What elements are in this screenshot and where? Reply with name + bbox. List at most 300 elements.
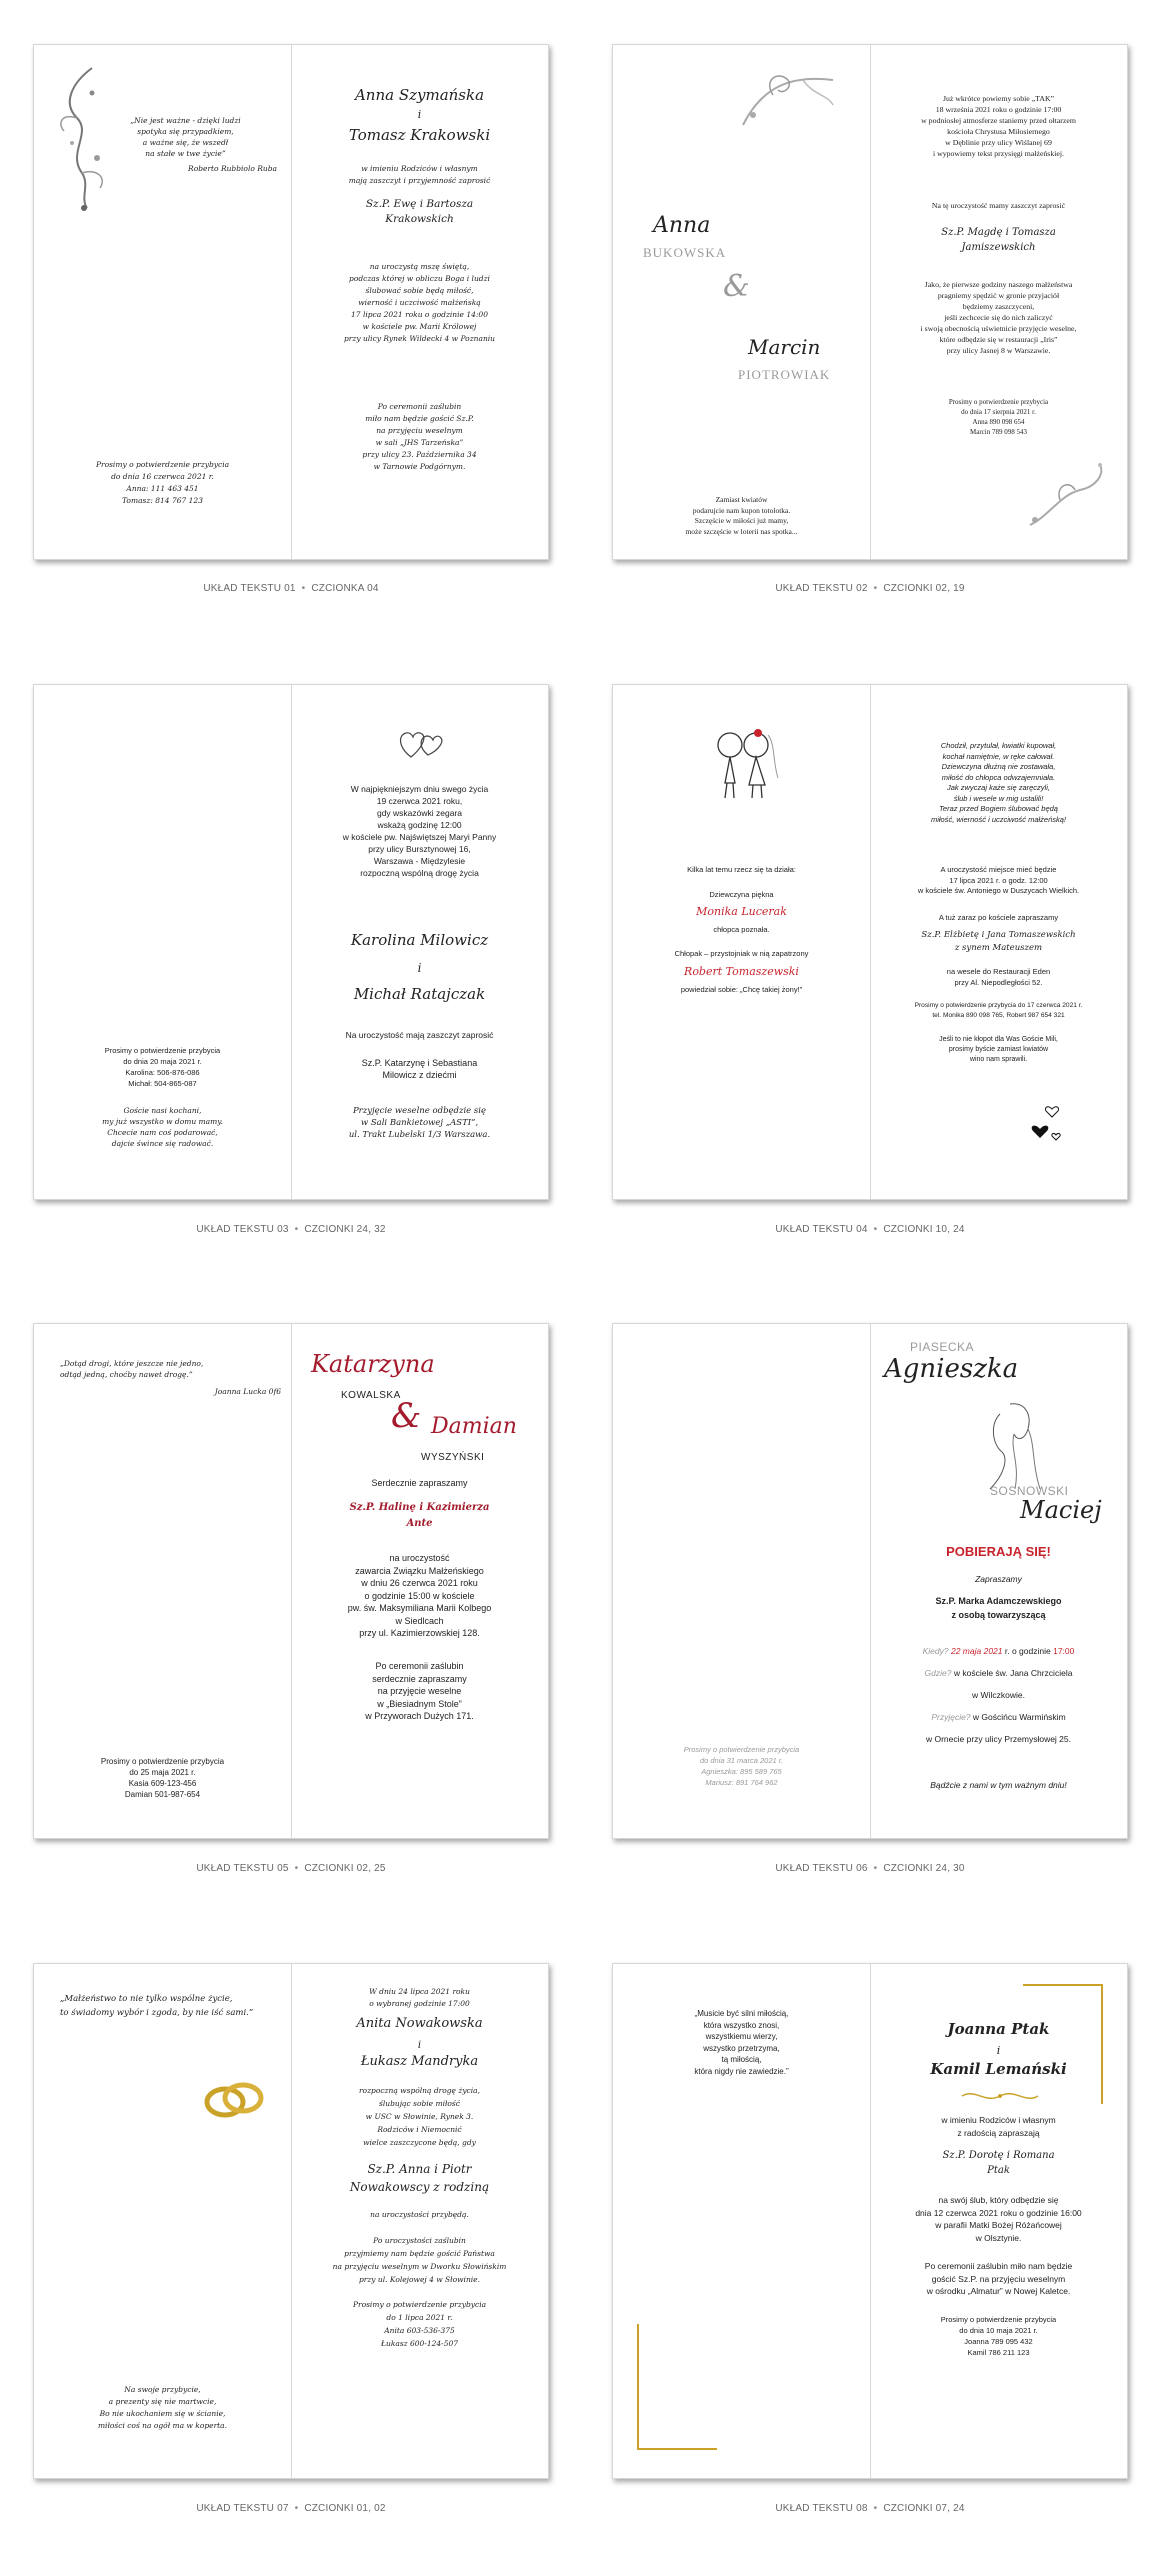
reception-line: pragniemy spędzić w gronie przyjaciół: [937, 291, 1060, 300]
quote-block: [94, 115, 277, 174]
when-label: Kiedy?: [922, 1646, 949, 1656]
quote-line: „Nie jest ważne - dzięki ludzi: [130, 116, 241, 125]
quote-line: wszystkiemu wierzy,: [705, 2032, 778, 2041]
guest-line: Sz.P. Ewę i Bartosza: [365, 198, 474, 210]
guests-block: [291, 1057, 548, 1081]
caption-layout: UKŁAD TEKSTU 08: [775, 2503, 868, 2514]
groom-name: Tomasz Krakowski: [348, 126, 491, 144]
note-block: [870, 1035, 1127, 1065]
story-line: Chłopak – przystojniak w nią zapatrzony: [674, 949, 809, 958]
body-line: w parafii Matki Bożej Różańcowej: [935, 2220, 1062, 2230]
reception-line: Po ceremonii zaślubin: [375, 1661, 464, 1671]
body-line: w Siedlcach: [395, 1615, 444, 1626]
invitation-card-3: [33, 684, 549, 1200]
reception-line: gościć Sz.P. na przyjęciu weselnym: [931, 2273, 1066, 2284]
guests-block: [870, 929, 1127, 955]
rsvp-line: Anita 603-536-375: [384, 2326, 455, 2335]
card-caption-1: UKŁAD TEKSTU 01 • CZCIONKA 04: [203, 583, 379, 594]
card-left-panel: [34, 685, 291, 1199]
rsvp-block: [291, 2298, 548, 2350]
invitation-card-8: [612, 1963, 1128, 2479]
body-line: ślubować sobie będą miłość,: [365, 286, 474, 295]
quote-line: tą miłością,: [721, 2055, 762, 2064]
reception-line: serdecznie zapraszamy: [372, 1673, 467, 1684]
body-line: 17 lipca 2021 roku o godzinie 14:00: [351, 310, 488, 319]
caption-layout: UKŁAD TEKSTU 05: [196, 1863, 289, 1874]
poem-line: Teraz przed Bogiem ślubować będą: [939, 804, 1058, 813]
note-line: Zamiast kwiatów: [715, 495, 768, 504]
card-right-panel: [291, 685, 548, 1199]
reception-line: przy ulicy Jasnej 8 w Warszawie.: [946, 346, 1051, 355]
reception-line: Po ceremonii zaślubin: [377, 402, 462, 411]
rsvp-line: Prosimy o potwierdzenie przybycia do 17 czerwca 2021 r.: [914, 1002, 1083, 1009]
card-right-panel: [870, 45, 1127, 559]
intro-line: z radością zapraszają: [957, 2127, 1040, 2138]
body-line: w Dęblinie przy ulicy Wiślanej 69: [945, 138, 1052, 147]
groom-name: Robert Tomaszewski: [684, 965, 799, 978]
body-line: na uroczystą mszę świętą,: [369, 262, 470, 271]
rsvp-line: do dnia 16 czerwca 2021 r.: [111, 472, 214, 481]
invitation-card-4: [612, 684, 1128, 1200]
guest-line: Ptak: [987, 2165, 1010, 2176]
kissing-couple-illustration: [703, 723, 783, 803]
guest-line: z synem Mateuszem: [954, 943, 1043, 953]
card-caption-3: UKŁAD TEKSTU 03 • CZCIONKI 24, 32: [196, 1224, 386, 1235]
wedding-rings-icon: [199, 2074, 269, 2124]
card-caption-8: UKŁAD TEKSTU 08 • CZCIONKI 07, 24: [775, 2503, 965, 2514]
body-line: i wypowiemy tekst przysięgi małżeńskiej.: [932, 149, 1064, 158]
note-line: podarujcie nam kupon totolotka.: [692, 505, 791, 515]
rsvp-line: Kamil 786 211 123: [967, 2348, 1030, 2357]
quote-author: Joanna Lucka 0f6: [214, 1387, 281, 1396]
body-line: w Olsztynie.: [975, 2232, 1022, 2243]
reception-block: [291, 2234, 548, 2286]
guests-block: [291, 2160, 548, 2196]
rsvp-block: [613, 1744, 870, 1788]
reception-line: przyjmiemy nam będzie gościć Państwa: [344, 2249, 495, 2258]
and-word: i: [417, 108, 422, 121]
quote-line: a ważne się, że wszedł: [142, 138, 229, 147]
caption-fonts: CZCIONKI 02, 19: [883, 583, 965, 594]
invitation-card-1: [33, 44, 549, 560]
ampersand: &: [723, 269, 750, 304]
guest-line: Ante: [406, 1518, 433, 1529]
guests-block: [870, 225, 1127, 255]
body-line: ślubując sobie miłość: [379, 2099, 460, 2108]
card-caption-7: UKŁAD TEKSTU 07 • CZCIONKI 01, 02: [196, 2503, 386, 2514]
quote-line: na stałe w twe życie”: [145, 149, 226, 158]
invitation-card-5: [33, 1323, 549, 1839]
rsvp-line: Prosimy o potwierdzenie przybycia: [683, 1745, 800, 1754]
reception-address: w Ornecie przy ulicy Przemysłowej 25.: [925, 1734, 1071, 1744]
guest-line: z osobą towarzyszącą: [951, 1610, 1046, 1620]
reception-block: [870, 2260, 1127, 2298]
rsvp-line: do 1 lipca 2021 r.: [386, 2313, 453, 2322]
caption-layout: UKŁAD TEKSTU 01: [203, 583, 296, 594]
groom-last-name: PIOTROWIAK: [738, 367, 831, 382]
reception-line: na wesele do Restauracji Eden: [946, 967, 1051, 976]
bride-name: Monika Lucerak: [696, 905, 787, 918]
intro-line: rozpoczną wspólną drogę życia: [360, 868, 479, 878]
caption-fonts: CZCIONKI 07, 24: [883, 2503, 965, 2514]
groom-first-name: Marcin: [748, 335, 821, 359]
body-line: podczas której w obliczu Boga i ludzi: [349, 274, 490, 283]
quote-line: „Małżeństwo to nie tylko wspólne życie,: [60, 1994, 233, 2004]
poem-line: Chodził, przytulał, kwiatki kupował,: [940, 741, 1057, 750]
gold-flourish-ornament: [960, 2088, 1040, 2104]
reception-line: Po uroczystości zaślubin: [373, 2236, 466, 2245]
guests-block: [870, 2148, 1127, 2178]
body-line: wielce zaszczycone będą, gdy: [363, 2138, 476, 2147]
note-line: Szczęście w miłości już mamy,: [694, 516, 789, 525]
story-line: chłopca poznała.: [713, 925, 770, 934]
quote-line: to świadomy wybór i zgoda, by nie iść sami.”: [60, 2008, 254, 2018]
body-line: zawarcia Związku Małżeńskiego: [355, 1565, 484, 1576]
caption-layout: UKŁAD TEKSTU 02: [775, 583, 868, 594]
reception-line: będziemy zaszczyceni,: [962, 302, 1035, 311]
intro-block: [291, 1986, 548, 2010]
guest-line: Sz.P. Anna i Piotr: [367, 2162, 472, 2176]
venue-line: 17 lipca 2021 r. o godz. 12:00: [949, 875, 1048, 885]
caption-fonts: CZCIONKI 24, 32: [304, 1224, 386, 1235]
rsvp-line: do dnia 10 maja 2021 r.: [959, 2326, 1038, 2335]
rsvp-block: [34, 459, 291, 507]
rsvp-line: do dnia 31 marca 2021 r.: [699, 1756, 784, 1765]
body-line: na swój ślub, który odbędzie się: [938, 2195, 1059, 2205]
bride-groom-sketch-illustration: [970, 1394, 1050, 1494]
guest-line: Sz.P. Katarzynę i Sebastiana: [361, 1058, 478, 1068]
caption-fonts: CZCIONKI 10, 24: [883, 1224, 965, 1235]
reception-line: miło nam będzie gościć Sz.P.: [365, 414, 474, 423]
card-caption-2: UKŁAD TEKSTU 02 • CZCIONKI 02, 19: [775, 583, 965, 594]
card-left-panel: [613, 45, 870, 559]
ceremony-block: [291, 1552, 548, 1640]
rsvp-line: Marcin 789 098 543: [970, 428, 1027, 436]
body-line: w dniu 26 czerwca 2021 roku: [361, 1578, 478, 1588]
note-line: dajcie śwince się radować.: [111, 1139, 214, 1148]
rsvp-line: Prosimy o potwierdzenie przybycia: [948, 398, 1049, 406]
intro-block: [291, 163, 548, 187]
headline: POBIERAJĄ SIĘ!: [946, 1544, 1051, 1559]
quote-block: [60, 1358, 281, 1397]
groom-last-name: WYSZYŃSKI: [421, 1452, 485, 1463]
story-line: Kilka lat temu rzecz się ta działa:: [687, 865, 796, 874]
intro-block: [870, 2114, 1127, 2139]
reception-line: w ośrodku „Almatur” w Nowej Kaletce.: [926, 2286, 1071, 2296]
reception-line: na przyjęciu weselnym w Dworku Słowińskim: [332, 2262, 507, 2271]
quote-author: Roberto Rubbiolo Ruba: [188, 164, 277, 173]
invite-line: Zapraszamy: [975, 1574, 1022, 1584]
venue-block: [870, 865, 1127, 897]
couple-names: [291, 85, 548, 145]
card-caption-5: UKŁAD TEKSTU 05 • CZCIONKI 02, 25: [196, 1863, 386, 1874]
venue-line: w kościele św. Antoniego w Duszycach Wielkich.: [917, 886, 1080, 895]
caption-fonts: CZCIONKI 24, 30: [883, 1863, 965, 1874]
rsvp-line: Anna 890 098 654: [972, 418, 1025, 426]
intro-line: w imieniu Rodziców i własnym: [361, 164, 478, 173]
note-line: a prezenty się nie martwcie,: [108, 2397, 217, 2406]
intro-block: [291, 783, 548, 879]
quote-block: [613, 2008, 870, 2077]
card-right-panel: [291, 45, 548, 559]
story-line: powiedział sobie: „Chcę takiej żony!”: [680, 985, 803, 994]
groom-last-name: SOSNOWSKI: [990, 1484, 1069, 1498]
guest-line: Milowicz z dziećmi: [382, 1070, 457, 1080]
when-mid: r. o godzinie: [1004, 1646, 1051, 1656]
quote-line: spotyka się przypadkiem,: [137, 127, 234, 136]
invite-line: Serdecznie zapraszamy: [371, 1478, 468, 1488]
card-left-panel: [613, 685, 870, 1199]
bride-last-name: PIASECKA: [910, 1340, 975, 1354]
rsvp-line: Karolina: 506-876-086: [125, 1068, 200, 1077]
caption-layout: UKŁAD TEKSTU 03: [196, 1224, 289, 1235]
rsvp-block: [870, 397, 1127, 437]
caption-fonts: CZCIONKA 04: [311, 583, 379, 594]
rsvp-line: Kasia 609-123-456: [128, 1779, 197, 1788]
card-left-panel: [613, 1324, 870, 1838]
card-right-panel: [291, 1324, 548, 1838]
when-date: 22 maja 2021: [950, 1646, 1003, 1656]
body-line: na uroczystość: [389, 1553, 450, 1563]
gold-frame-corner: [637, 2448, 717, 2450]
intro-line: gdy wskazówki zegara: [376, 808, 463, 818]
bride-first-name: Anna: [653, 213, 711, 238]
quote-block: [60, 1992, 281, 2020]
guest-line: Sz.P. Dorotę i Romana: [942, 2150, 1055, 2161]
reception-line: [870, 1706, 1127, 1728]
intro-line: wskażą godzinę 12:00: [377, 820, 462, 830]
bride-first-name: Agnieszka: [884, 1354, 1019, 1384]
ampersand: &: [391, 1396, 422, 1436]
caption-layout: UKŁAD TEKSTU 07: [196, 2503, 289, 2514]
rsvp-line: do 25 maja 2021 r.: [129, 1768, 196, 1777]
caption-fonts: CZCIONKI 02, 25: [304, 1863, 386, 1874]
poem-line: miłość, wierność i uczciwość małżeńską!: [930, 814, 1067, 824]
guest-line: Sz.P. Elżbietę i Jana Tomaszewskich: [921, 930, 1076, 940]
groom-name: Michał Ratajczak: [353, 985, 486, 1003]
quote-line: wszystko przetrzyma,: [703, 2043, 780, 2053]
floral-swirl-ornament: [733, 65, 843, 135]
card-right-panel: [870, 685, 1127, 1199]
reception-line: przy Al. Niepodległości 52.: [954, 977, 1043, 987]
reception-line: jeśli zechcecie się do nich zaliczyć: [944, 313, 1053, 322]
rsvp-line: tel. Monika 890 098 765, Robert 987 654 321: [932, 1012, 1065, 1019]
poem-line: kochał namiętnie, w ręke całował.: [942, 751, 1055, 761]
reception-label: Przyjęcie?: [931, 1712, 971, 1722]
reception-line: które odbędzie się w restauracji „Iris”: [939, 335, 1058, 344]
quote-line: która nigdy nie zawiedzie.”: [694, 2066, 789, 2076]
card-right-panel: [291, 1964, 548, 2478]
reception-line: w „Biesiadnym Stole”: [377, 1698, 462, 1709]
note-line: miłości coś na ogół ma w koperta.: [97, 2421, 228, 2430]
body-line: pw. św. Maksymiliana Marii Kolbego: [347, 1603, 492, 1613]
rsvp-line: Damian 501-987-654: [124, 1790, 201, 1799]
guest-line: Sz.P. Halinę i Kazimierza: [349, 1502, 490, 1513]
guest-line: Nowakowscy z rodziną: [349, 2180, 490, 2194]
poem-line: ślub i wesele w mig ustalili!: [953, 793, 1044, 803]
reception-block: [291, 401, 548, 473]
rsvp-block: [870, 2314, 1127, 2358]
body-line: Już wkrótce powiemy sobie „TAK”: [942, 94, 1055, 103]
reception-line: w sali „JHS Tarzeńska”: [375, 438, 464, 447]
when-line: [870, 1640, 1127, 1662]
body-line: rozpoczną wspólną drogę życia,: [358, 2086, 481, 2095]
guests-block: [291, 1500, 548, 1532]
note-line: prosimy byście zamiast kwiatów: [948, 1046, 1049, 1053]
note-line: Bo nie ukochaniem się w ścianie,: [99, 2409, 226, 2418]
intro-line: w imieniu Rodziców i własnym: [941, 2115, 1056, 2125]
caption-layout: UKŁAD TEKSTU 04: [775, 1224, 868, 1235]
caption-layout: UKŁAD TEKSTU 06: [775, 1863, 868, 1874]
rsvp-line: Tomasz: 814 767 123: [122, 496, 203, 505]
body-line: w kościele pw. Marii Królowej: [362, 322, 477, 331]
body-line: dnia 12 czerwca 2021 roku o godzinie 16:00: [915, 2207, 1082, 2218]
rsvp-line: Anna: 111 463 451: [126, 484, 199, 493]
note-line: Chcecie nam coś podarować,: [107, 1128, 218, 1137]
reception-block: [870, 967, 1127, 988]
rsvp-line: Prosimy o potwierdzenie przybycia: [352, 2300, 487, 2309]
card-left-panel: [34, 1964, 291, 2478]
body-line: w USC w Słowinie, Rynek 3.: [365, 2112, 474, 2121]
poem-block: [870, 741, 1127, 825]
gold-frame-corner: [637, 2324, 639, 2448]
note-block: [613, 495, 870, 537]
note-block: [34, 2384, 291, 2432]
two-hearts-icon: [396, 725, 446, 765]
rsvp-block: [34, 1756, 291, 1800]
quote-line: odtąd jedną, choćby nawet drogę.”: [60, 1370, 193, 1379]
rsvp-line: Prosimy o potwierdzenie przybycia: [104, 1046, 221, 1055]
rsvp-line: Agnieszka: 895 589 765: [701, 1767, 782, 1776]
intro-line: o wybranej godzinie 17:00: [369, 1999, 470, 2008]
body-line: przy ulicy Rynek Wildecki 4 w Poznaniu: [343, 334, 496, 343]
where-line: [870, 1662, 1127, 1684]
body-line: kościoła Chrystusa Miłosiernego: [947, 127, 1050, 136]
rsvp-block: [34, 1045, 291, 1089]
bride-first-name: Katarzyna: [311, 1350, 435, 1378]
caption-fonts: CZCIONKI 01, 02: [304, 2503, 386, 2514]
guests-block: [291, 197, 548, 227]
story-line: Dziewczyna piękna: [709, 890, 774, 899]
groom-name: Kamil Lemański: [930, 2060, 1067, 2078]
bride-name: Karolina Milowicz: [350, 931, 489, 949]
reception-line: w Sali Bankietowej „ASTI”,: [360, 1118, 479, 1128]
intro-line: przy ulicy Bursztynowej 16,: [368, 844, 471, 854]
groom-name: Łukasz Mandryka: [360, 2054, 479, 2069]
rsvp-line: Prosimy o potwierdzenie przybycia: [940, 2315, 1057, 2324]
ceremony-block: [870, 2194, 1127, 2244]
intro-line: w kościele pw. Najświętszej Maryi Panny: [342, 832, 497, 842]
guest-line: Sz.P. Marka Adamczewskiego: [935, 1596, 1062, 1606]
card-caption-6: UKŁAD TEKSTU 06 • CZCIONKI 24, 30: [775, 1863, 965, 1874]
venue-line: A uroczystość miejsce mieć będzie: [940, 865, 1057, 874]
details-block: [870, 1640, 1127, 1750]
groom-first-name: Maciej: [1020, 1496, 1102, 1524]
bride-name: Anita Nowakowska: [356, 2016, 483, 2031]
invite-line: na uroczystości przybędą.: [370, 2210, 469, 2219]
invite-line: Na uroczystość mają zaszczyt zaprosić: [345, 1030, 494, 1040]
note-line: wino nam sprawili.: [969, 1056, 1028, 1063]
intro-line: Warszawa - Międzylesie: [373, 856, 466, 866]
body-line: przy ul. Kazimierzowskiej 128.: [359, 1628, 480, 1638]
note-line: Na swoje przybycie,: [124, 2385, 201, 2394]
and-word: i: [417, 961, 422, 975]
floral-swirl-ornament: [1020, 455, 1110, 535]
reception-line: Po ceremonii zaślubin miło nam będzie: [924, 2261, 1073, 2271]
intro-line: 19 czerwca 2021 roku,: [376, 796, 463, 806]
card-left-panel: [613, 1964, 870, 2478]
reception-line: w Tarnowie Podgórnym.: [373, 462, 466, 471]
reception-line: przy ulicy 23. Października 34: [362, 450, 477, 459]
note-line: my już wszystko w domu mamy.: [102, 1117, 223, 1126]
reception-line: na przyjęciu weselnym: [376, 426, 463, 435]
ceremony-block: [870, 93, 1127, 159]
quote-line: „Dotąd drogi, które jeszcze nie jedno,: [60, 1359, 204, 1368]
rsvp-line: do dnia 20 maja 2021 r.: [123, 1057, 202, 1066]
intro-line: mają zaszczyt i przyjemność zaprosić: [348, 176, 491, 185]
rsvp-line: Joanna 789 095 432: [964, 2337, 1033, 2346]
reception-block: [291, 1660, 548, 1723]
reception-line: Przyjęcie weselne odbędzie się: [352, 1106, 487, 1116]
rsvp-line: Michał: 504-865-087: [128, 1079, 197, 1088]
reception-line: w Przyworach Dużych 171.: [365, 1711, 474, 1721]
guest-line: Jamiszewskich: [961, 242, 1036, 253]
body-line: Rodziców i Niemocnić: [377, 2125, 462, 2134]
bride-name: Joanna Ptak: [947, 2020, 1050, 2038]
gold-frame-corner: [1023, 1984, 1103, 1986]
guests-block: [870, 1594, 1127, 1622]
guest-line: Krakowskich: [385, 213, 454, 225]
body-line: wierność i uczciwość małżeńską: [358, 298, 481, 307]
closing-line: Bądźcie z nami w tym ważnym dniu!: [930, 1780, 1067, 1790]
note-block: [34, 1105, 291, 1149]
and-word: i: [417, 2040, 422, 2051]
card-caption-4: UKŁAD TEKSTU 04 • CZCIONKI 10, 24: [775, 1224, 965, 1235]
where-text: w kościele św. Jana Chrzciciela: [953, 1668, 1073, 1678]
reception-line: i swoją obecnością uświetnicie przyjęcie weselne,: [920, 324, 1077, 333]
body-line: 18 września 2021 roku o godzinie 17:00: [935, 105, 1062, 114]
rsvp-block: [870, 1001, 1127, 1021]
invite-line: Na tę uroczystość mamy zaszczyt zaprosić: [931, 201, 1066, 210]
intro-line: W najpiękniejszym dniu swego życia: [350, 784, 489, 794]
reception-line: Jako, że pierwsze godziny naszego małżeństwa: [924, 280, 1073, 289]
invite-line: A tuż zaraz po kościele zapraszamy: [938, 913, 1059, 922]
quote-line: która wszystko znosi,: [703, 2020, 780, 2030]
guest-line: Sz.P. Magdę i Tomasza: [941, 227, 1056, 238]
where-label: Gdzie?: [924, 1668, 952, 1678]
card-left-panel: [34, 1324, 291, 1838]
card-right-panel: [870, 1324, 1127, 1838]
groom-first-name: Damian: [431, 1414, 517, 1439]
bride-name: Anna Szymańska: [354, 86, 485, 104]
where-town: w Wilczkowie.: [972, 1690, 1025, 1700]
note-line: może szczęście w loterii nas spotka...: [685, 526, 798, 536]
and-word: i: [996, 2044, 1001, 2057]
card-left-panel: [34, 45, 291, 559]
reception-block: [870, 279, 1127, 356]
reception-line: przy ul. Kolejowej 4 w Słowinie.: [358, 2275, 481, 2284]
rsvp-line: Prosimy o potwierdzenie przybycia: [100, 1757, 225, 1766]
bride-last-name: KOWALSKA: [341, 1390, 401, 1401]
hearts-icon: [1030, 1095, 1070, 1145]
poem-line: miłość do chłopca odwzajemniała.: [941, 772, 1056, 782]
rsvp-line: Mariusz: 891 764 962: [705, 1778, 778, 1787]
reception-line: na przyjęcie weselne: [377, 1686, 462, 1696]
quote-line: „Musicie być silni miłością,: [694, 2009, 789, 2018]
rsvp-line: Łukasz 600-124-507: [380, 2339, 459, 2348]
rsvp-line: Prosimy o potwierdzenie przybycia: [95, 460, 230, 469]
reception-line: ul. Trakt Lubelski 1/3 Warszawa.: [348, 1130, 491, 1140]
